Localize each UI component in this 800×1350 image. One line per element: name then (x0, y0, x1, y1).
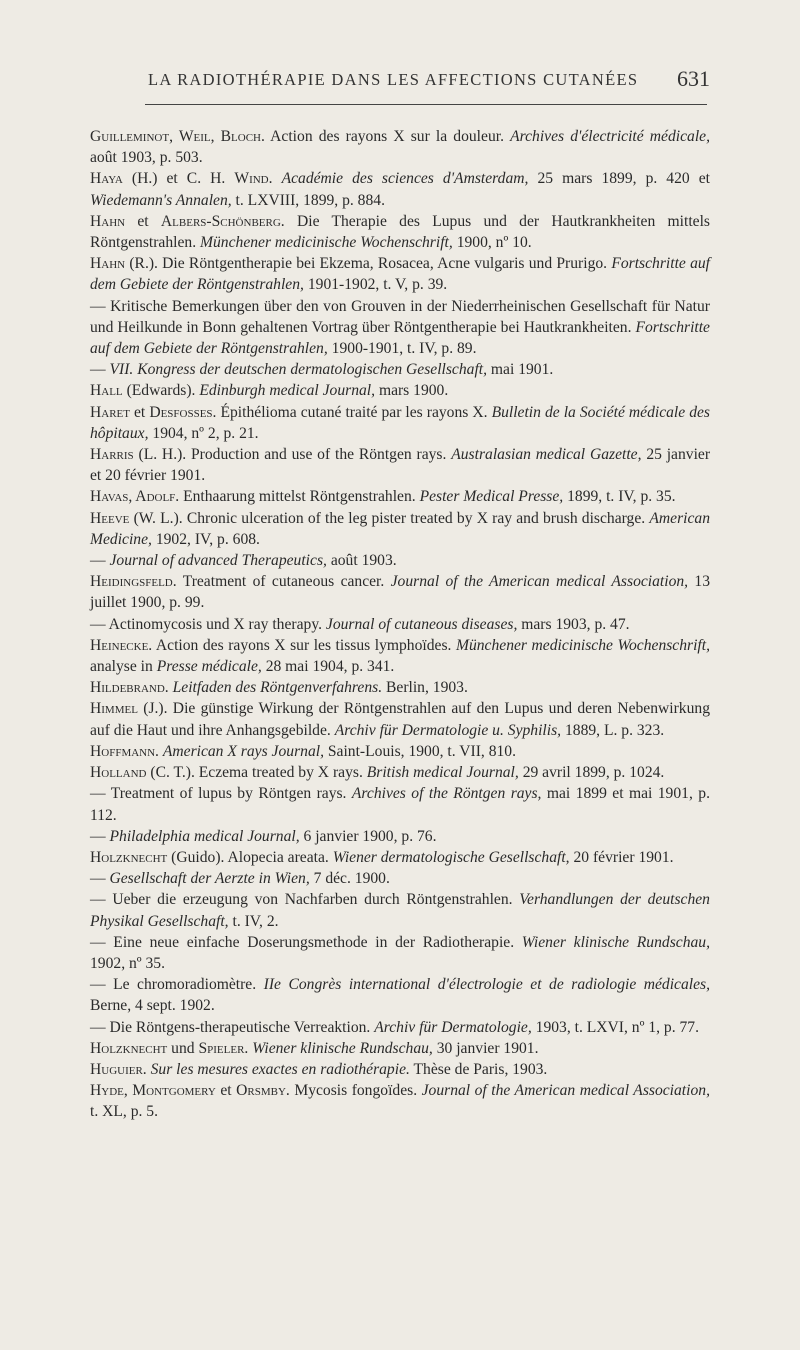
reference-journal: Münchener medicinische Wochenschrift, (455, 636, 710, 654)
reference-journal: Australasian medical Gazette, (451, 446, 642, 464)
reference-details: 30 janvier 1901. (436, 1039, 539, 1057)
reference-journal: Archives d'électricité médicale, (510, 128, 710, 145)
reference-entry (88, 402, 710, 444)
reference-text: et (134, 403, 146, 421)
reference-author: Albers-Schönberg. (160, 212, 285, 230)
reference-journal: Wiener dermatologische Gesellschaft, (332, 848, 570, 866)
reference-details: 6 janvier 1900, p. 76. (303, 827, 437, 845)
reference-journal: American Medicine, (90, 509, 710, 548)
reference-text: Le chromoradiomètre. (113, 976, 257, 994)
reference-journal: VII. Kongress der deutschen dermatologischen Gesellschaft, (109, 361, 488, 379)
reference-journal: Archiv für Dermatologie, (374, 1018, 532, 1036)
reference-text: et (220, 1082, 232, 1100)
reference-details: 20 février 1901. (573, 848, 674, 866)
reference-entry (88, 614, 710, 635)
reference-details: t. LXVIII, 1899, p. 884. (235, 191, 385, 209)
reference-author: Hildebrand. (90, 679, 169, 697)
header-rule (145, 104, 707, 105)
reference-journal: Archiv für Dermatologie u. Syphilis, (334, 721, 562, 739)
reference-author: Holland (90, 764, 147, 782)
reference-details: Berne, 4 sept. 1902. (90, 997, 215, 1015)
reference-entry (88, 211, 710, 253)
reference-text: Enthaarung mittelst Röntgenstrahlen. (183, 488, 416, 506)
reference-entry (88, 635, 710, 677)
reference-details: mars 1900. (378, 382, 449, 400)
reference-journal: British medical Journal, (366, 764, 519, 782)
reference-journal: Fortschritte auf dem Gebiete der Röntgenstrahlen, (90, 255, 710, 294)
reference-entry (88, 826, 710, 847)
reference-details: 13 juillet 1900, p. 99. (90, 573, 711, 612)
reference-text: Action des rayons X sur les tissus lymphoïdes. (155, 636, 452, 654)
reference-journal: Sur les mesures exactes en radiothérapie. (150, 1060, 410, 1078)
reference-text: Kritische Bemerkungen über den von Grouven in der Niederrheinischen Gesellschaft für Natur und Heilkunde in Bonn gehaltenen Vortrag über Röntgentherapie bei Hautkrankheiten. (90, 297, 710, 336)
reference-author: — (90, 827, 106, 845)
reference-author: Guilleminot, Weil, Bloch. (90, 128, 265, 145)
reference-author: — (90, 785, 106, 803)
reference-author: Holzknecht (90, 1039, 168, 1057)
reference-details: analyse in (90, 658, 153, 676)
reference-author: — (90, 552, 106, 570)
reference-journal: Verhandlungen der deutschen Physikal Gesellschaft, (90, 891, 710, 930)
reference-author: Desfosses. (149, 403, 217, 421)
reference-journal: Münchener medicinische Wochenschrift, (200, 234, 453, 252)
reference-details: t. XL, p. 5. (90, 1103, 159, 1121)
reference-entry (88, 783, 710, 825)
reference-text: (Guido). Alopecia areata. (171, 848, 329, 866)
reference-journal: Académie des sciences d'Amsterdam, (281, 170, 529, 188)
reference-details: Berlin, 1903. (386, 679, 468, 697)
running-title: LA RADIOTHÉRAPIE DANS LES AFFECTIONS CUTANÉES (148, 70, 639, 89)
reference-author: Heidingsfeld. (90, 573, 177, 591)
reference-text: (R.). Die Röntgentherapie bei Ekzema, Rosacea, Acne vulgaris und Prurigo. (129, 255, 608, 273)
page-header (80, 64, 710, 104)
reference-entry (88, 741, 710, 762)
reference-text: Ueber die erzeugung von Nachfarben durch Röntgenstrahlen. (112, 891, 513, 909)
reference-author: Holzknecht (90, 848, 168, 866)
reference-journal: Wiener klinische Rundschau, (521, 933, 710, 951)
reference-text: Actinomycosis und X ray therapy. (108, 615, 322, 633)
reference-details: 1899, t. IV, p. 35. (567, 488, 676, 506)
reference-entry (88, 444, 710, 486)
reference-author: Himmel (90, 700, 138, 718)
reference-journal: Edinburgh medical Journal, (199, 382, 376, 400)
reference-details: t. IV, 2. (232, 912, 279, 930)
reference-author: Heinecke. (90, 636, 153, 654)
reference-text: Die Therapie des Lupus und der Hautkrankheiten mittels Röntgenstrahlen. (90, 212, 710, 252)
reference-text: (W. L.). Chronic ulceration of the leg pister treated by X ray and brush discharge. (133, 509, 646, 527)
reference-details: 29 avril 1899, p. 1024. (522, 764, 665, 782)
reference-text: (Edwards). (126, 382, 196, 400)
reference-text: (C. T.). Eczema treated by X rays. (150, 764, 363, 782)
reference-entry (88, 571, 710, 613)
reference-entry (88, 380, 710, 401)
reference-author: Harris (90, 446, 134, 464)
reference-journal: Wiedemann's Annalen, (90, 191, 232, 209)
reference-text: Treatment of lupus by Röntgen rays. (110, 785, 347, 803)
bibliography-list (88, 126, 710, 1123)
reference-details: 1889, L. p. 323. (564, 721, 665, 739)
reference-author: Heeve (90, 509, 130, 527)
reference-entry (88, 126, 710, 168)
reference-text: Épithélioma cutané traité par les rayons X. (220, 403, 488, 421)
reference-text: Die Röntgens-therapeutische Verreaktion. (109, 1018, 371, 1036)
reference-journal: Bulletin de la Société médicale des hôpitaux, (90, 403, 710, 442)
reference-journal: IIe Congrès international d'électrologie et de radiologie médicales, (263, 976, 710, 994)
reference-author: Huguier. (90, 1060, 147, 1078)
reference-details: 25 janvier et 20 février 1901. (90, 446, 711, 485)
reference-author: Hyde, Montgomery (90, 1082, 216, 1100)
reference-details: 1901-1902, t. V, p. 39. (307, 276, 448, 294)
reference-entry (88, 677, 710, 698)
reference-text: (L. H.). Production and use of the Röntgen rays. (138, 446, 447, 464)
reference-author: Hahn (90, 255, 126, 273)
reference-author: Haya (90, 170, 123, 188)
reference-journal: Presse médicale, (156, 658, 262, 676)
reference-details: 1904, nº 2, p. 21. (152, 424, 259, 442)
reference-entry (88, 168, 710, 210)
reference-author: Haret (90, 403, 130, 421)
reference-details: août 1903, p. 503. (90, 149, 203, 167)
reference-journal: Philadelphia medical Journal, (109, 827, 300, 845)
reference-entry (88, 1059, 710, 1080)
reference-text: (H.) et C. H. (131, 170, 226, 188)
reference-author: Wind. (234, 170, 273, 188)
reference-details: mai 1899 et mai 1901, p. 112. (90, 785, 710, 824)
reference-details: Thèse de Paris, 1903. (413, 1060, 548, 1078)
reference-entry (88, 550, 710, 571)
reference-journal: Wiener klinische Rundschau, (252, 1039, 433, 1057)
reference-journal: Archives of the Röntgen rays, (351, 785, 542, 803)
reference-author: Hahn (90, 212, 126, 230)
reference-entry (88, 1017, 710, 1038)
reference-author: Hoffmann. (90, 742, 159, 760)
reference-text: Eine neue einfache Doserungsmethode in der Radiotherapie. (113, 933, 515, 951)
reference-entry (88, 253, 710, 295)
reference-journal: Journal of advanced Therapeutics, (109, 552, 327, 570)
reference-entry (88, 889, 710, 931)
reference-journal: Journal of cutaneous diseases, (325, 615, 518, 633)
reference-text: et (137, 212, 149, 230)
reference-author: — (90, 870, 106, 888)
reference-author: — (90, 1018, 106, 1036)
reference-journal: Fortschritte auf dem Gebiete der Röntgenstrahlen, (90, 318, 710, 358)
reference-author: — (90, 976, 106, 994)
reference-entry (88, 1038, 710, 1059)
reference-author: — (90, 933, 106, 951)
reference-entry (88, 1080, 710, 1122)
reference-entry (88, 847, 710, 868)
reference-details: 1900-1901, t. IV, p. 89. (331, 340, 477, 358)
reference-entry (88, 868, 710, 889)
reference-details: 1902, nº 35. (90, 954, 166, 972)
reference-author: Orsmby. (236, 1082, 290, 1100)
reference-entry (88, 932, 710, 974)
reference-text: Treatment of cutaneous cancer. (182, 573, 385, 591)
reference-author: — (90, 297, 106, 315)
reference-text: und (171, 1039, 195, 1057)
reference-text: Mycosis fongoïdes. (294, 1082, 418, 1100)
reference-text: (J.). Die günstige Wirkung der Röntgenstrahlen auf den Lupus und deren Nebenwirkung auf die Haut und ihre Anhangsgebilde. (90, 700, 710, 739)
reference-author: Hall (90, 382, 123, 400)
reference-details: mars 1903, p. 47. (521, 615, 630, 633)
reference-journal: American X rays Journal, (162, 742, 324, 760)
reference-journal: Journal of the American medical Association, (390, 573, 689, 591)
reference-entry (88, 762, 710, 783)
reference-details: 25 mars 1899, p. 420 et (537, 170, 710, 188)
reference-details: 1900, nº 10. (456, 234, 532, 252)
reference-author: Havas, Adolf. (90, 488, 180, 506)
reference-entry (88, 698, 710, 740)
page-number: 631 (677, 66, 710, 91)
reference-details: 1902, IV, p. 608. (155, 530, 260, 548)
reference-journal: Pester Medical Presse, (419, 488, 564, 506)
reference-details: 28 mai 1904, p. 341. (265, 658, 395, 676)
reference-entry (88, 359, 710, 380)
reference-journal: Leitfaden des Röntgenverfahrens. (172, 679, 383, 697)
reference-journal: Journal of the American medical Association, (421, 1082, 710, 1100)
reference-details: mai 1901. (490, 361, 554, 379)
reference-details: Saint-Louis, 1900, t. VII, 810. (327, 742, 517, 760)
reference-details: 1903, t. LXVI, nº 1, p. 77. (535, 1018, 700, 1036)
reference-author: — (90, 361, 106, 379)
reference-journal: Gesellschaft der Aerzte in Wien, (109, 870, 310, 888)
reference-entry (88, 486, 710, 507)
reference-details: août 1903. (330, 552, 397, 570)
reference-entry (88, 508, 710, 550)
reference-entry (88, 974, 710, 1016)
reference-author: — (90, 891, 106, 909)
reference-author: — (90, 615, 106, 633)
reference-author: Spieler. (198, 1039, 249, 1057)
reference-details: 7 déc. 1900. (313, 870, 390, 888)
reference-text: Action des rayons X sur la douleur. (270, 128, 504, 145)
reference-entry (88, 296, 710, 360)
